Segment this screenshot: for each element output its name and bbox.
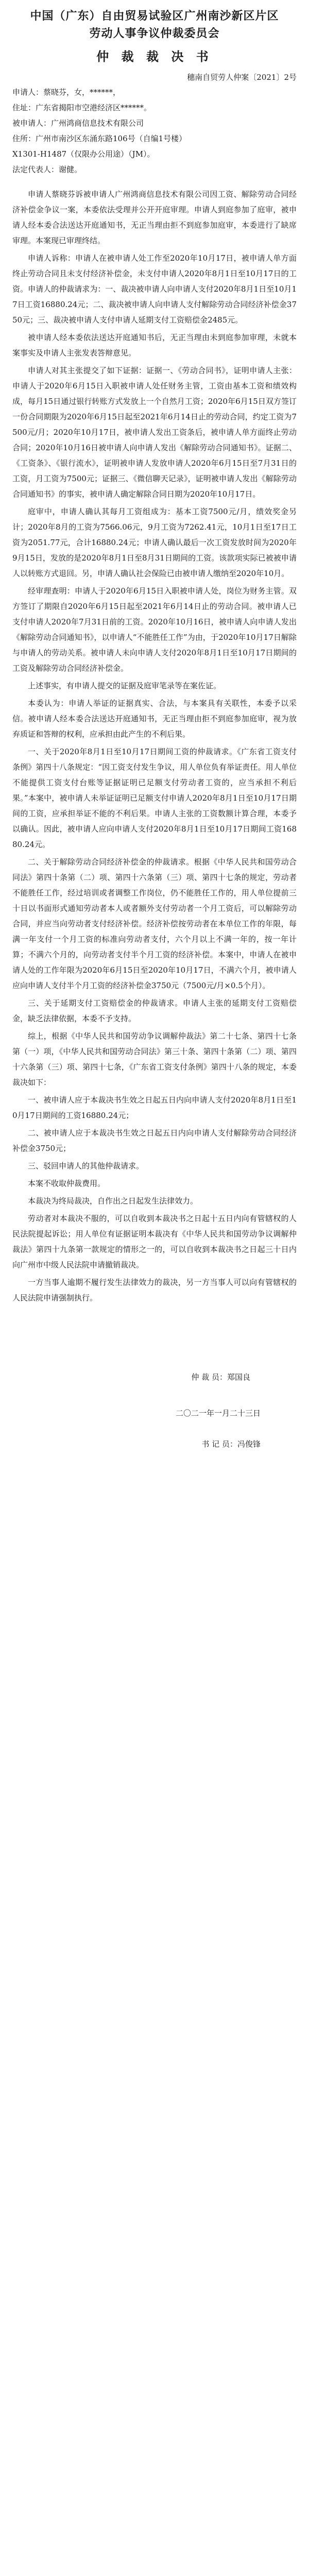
applicant-line: 申请人：蔡晓芬，女，******， [12, 88, 121, 97]
hearing-confirmation: 庭审中，申请人确认其每月工资组成为：基本工资7500元/月，绩效奖金另计；2020年8月的工资为7566.06元，9月工资为7262.41元，10月1日至17日工资为2051.77元，合计16880.24元；申请人确认最后一次工资发放时间为2020年9月15日，发放的是2020年8月1日至8月31日期间的工资。该款项实际已被被申请人以转账方式退回。另，申请人确认社会保险已由被申请人缴纳至2020年10月。 [12, 507, 297, 578]
legal-representative: 法定代表人：谢健。 [12, 165, 82, 174]
enforcement-note: 一方当事人逾期不履行发生法律效力的裁决，另一方当事人可以向有管辖权的人民法院申请强制执行。 [12, 1278, 297, 1302]
document-header [12, 7, 297, 68]
reasoning-opening: 本委认为：申请人举证的证据真实、合法，与本案具有关联性，本委予以采信。被申请人经本委合法送达开庭通知书，无正当理由拒不到庭参加庭审，视为放弃质证和答辩的权利，应承担由此产生的不利后果。 [12, 699, 297, 739]
ruling-item-2: 二、被申请人应于本裁决书生效之日起五日内向申请人支付解除劳动合同经济补偿金3750元； [12, 1128, 297, 1153]
claims-and-facts-section [12, 250, 297, 693]
clerk-signature: 书 记 员：冯俊锋 [201, 1439, 261, 1449]
facts-evidence-note: 上述事实，有申请人提交的证据及庭审笔录等在案佐证。 [28, 681, 221, 690]
reasoning-compensation: 二、关于解除劳动合同经济补偿金的仲裁请求。根据《中华人民共和国劳动合同法》第四十条第（二）项、第四十六条第（三）项、第四十七条的规定，劳动者不能胜任工作，经过培训或者调整工作岗位，仍不能胜任工作的，用人单位提前三十日以书面形式通知劳动者本人或者额外支付劳动者一个月工资后，可以解除劳动合同，并应当向劳动者支付经济补偿。经济补偿按劳动者在本单位工作的年限，每满一年支付一个月工资的标准向劳动者支付，六个月以上不满一年的，按一年计算；不满六个月的，向劳动者支付半个月工资的经济补偿。本案中，申请人在被申请人处的工作年限为2020年6月15日至2020年10月17日，不满六个月，被申请人应向申请人支付半个月工资的经济补偿金3750元（7500元/月×0.5个月）。 [12, 857, 297, 990]
appeal-rights: 劳动者对本裁决不服的，可以自收到本裁决书之日起十五日内向有管辖权的人民法院提起诉讼；用人单位有证据证明本裁决有《中华人民共和国劳动争议调解仲裁法》第四十九条第一款规定的情形之一的，可以自收到本裁决书之日起三十日内向广州市中级人民法院申请撤销裁决。 [12, 1214, 297, 1269]
finality-statement: 本裁决为终局裁决，自作出之日起发生法律效力。 [28, 1196, 198, 1206]
committee-name-line-1: 中国（广东）自由贸易试验区广州南沙新区片区 [30, 9, 279, 23]
applicant-evidence: 申请人对其主张提交了如下证据：证据一、《劳动合同书》，证明申请人主张：申请人于2020年6月15日入职被申请人处任财务主管，工资由基本工资和绩效构成，每月15日通过银行转账方式发放上一个自然月工资；2020年6月15日双方签订一份合同期限为2020年6月15日起至2021年6月14日止的劳动合同，约定工资为7500元/月；2020年10月17日，被申请人发出工资条后，被申请人单方面终止劳动合同；2020年10月16日被申请人向申请人发出《解除劳动合同通知书》。证据二、《工资条》、《银行流水》，证明被申请人发放申请人2020年6月15日至7月31日的工资，月工资为7500元；证据三、《微信聊天记录》，证明被申请人发出《解除劳动合同通知书》的事实，被申请人确定解除合同日期为2020年10月17日。 [12, 366, 297, 499]
respondent-address: 住所：广州市南沙区东涌东路106号（自编1号楼） [12, 134, 187, 143]
rulings-section [12, 1092, 297, 1191]
committee-name-line-2: 劳动人事争议仲裁委员会 [89, 27, 220, 40]
closing-section [12, 1193, 297, 1306]
reasoning-section [12, 696, 297, 1090]
reasoning-wages: 一、关于2020年8月1日至10月17日期间工资的仲裁请求。《广东省工资支付条例》第四十八条规定：“因工资支付发生争议，用人单位负有举证责任。用人单位不能提供工资支付台账等证据证明已足额支付劳动者工资的，应当承担不利后果。”本案中，被申请人未举证证明已足额支付申请人2020年8月1日至10月17日期间的工资，应承担举证不能的不利后果。申请人主张的工资数额计算合理，本委予以确认。因此，被申请人应向申请人支付2020年8月1日至10月17日期间工资16880.24元。 [12, 747, 297, 849]
arbitration-fee-note: 本案不收取仲裁费用。 [28, 1179, 106, 1188]
reasoning-legal-basis: 综上，根据《中华人民共和国劳动争议调解仲裁法》第二十七条、第四十七条第（一）项，《中华人民共和国劳动合同法》第三十条、第四十条第（二）项、第四十六条第（三）项、第四十七条，《广东省工资支付条例》第四十八条的规定，本委裁决如下： [12, 1031, 297, 1087]
ruling-item-3: 三、驳回申请人的其他仲裁请求。 [28, 1161, 144, 1171]
document-type-title: 仲 裁 裁 决 书 [96, 49, 213, 64]
facts-found: 经审理查明：申请人于2020年6月15日入职被申请人处，岗位为财务主管。双方签订了期限自2020年6月15日起至2021年6月14日止的劳动合同。被申请人已支付申请人2020年7月31日前的工资。2020年10月16日，被申请人向申请人发出《解除劳动合同通知书》，以申请人“不能胜任工作”为由，于2020年10月17日解除与申请人的劳动关系。被申请人未向申请人支付2020年8月1日至10月17日期间的工资及解除劳动合同经济补偿金。 [12, 586, 297, 673]
arbitrator-signature: 仲 裁 员：郑国良 [191, 1372, 250, 1382]
signature-block [12, 1369, 297, 1452]
reasoning-delay-compensation: 三、关于延期支付工资赔偿金的仲裁请求。申请人主张的延期支付工资赔偿金，缺乏法律依据，本委不予支持。 [12, 998, 297, 1023]
applicant-claims: 申请人诉称：申请人在被申请人处工作至2020年10月17日，被申请人单方面终止劳动合同且未支付经济补偿金，未支付申请人2020年8月1日至10月17日的工资。申请人的仲裁请求为：一、裁决被申请人向申请人支付2020年8月1日至10月17日工资16880.24元；二、裁决被申请人向申请人支付解除劳动合同经济补偿金3750元；三、裁决被申请人支付申请人延期支付工资赔偿金2485元。 [12, 253, 297, 325]
respondent-line: 被申请人：广州鸿商信息技术有限公司 [12, 118, 144, 128]
case-intro: 申请人蔡晓芬诉被申请人广州鸿商信息技术有限公司因工资、解除劳动合同经济补偿金争议一案，本委依法受理并公开开庭审理。申请人到庭参加了庭审，被申请人经本委合法送达开庭通知书，无正当理由拒不到庭参加庭审，本委进行了缺席审理。本案现已审理终结。 [12, 190, 297, 245]
parties-section [12, 84, 297, 177]
applicant-address: 住址：广东省揭阳市空港经济区******。 [12, 103, 152, 112]
case-number: 穗南自贸劳人仲案〔2021〕2号 [187, 73, 297, 82]
award-date: 二〇二一年一月二十三日 [175, 1409, 261, 1418]
respondent-defense: 被申请人经本委依法送达开庭通知书后，无正当理由未到庭参加审理，未就本案事实及申请人主张发表答辩意见。 [12, 333, 297, 358]
ruling-item-1: 一、被申请人应于本裁决书生效之日起五日内向申请人支付2020年8月1日至10月17日期间的工资16880.24元； [12, 1095, 297, 1120]
respondent-address-cont: X1301-H1487（仅限办公用途）（JM）。 [12, 149, 155, 159]
